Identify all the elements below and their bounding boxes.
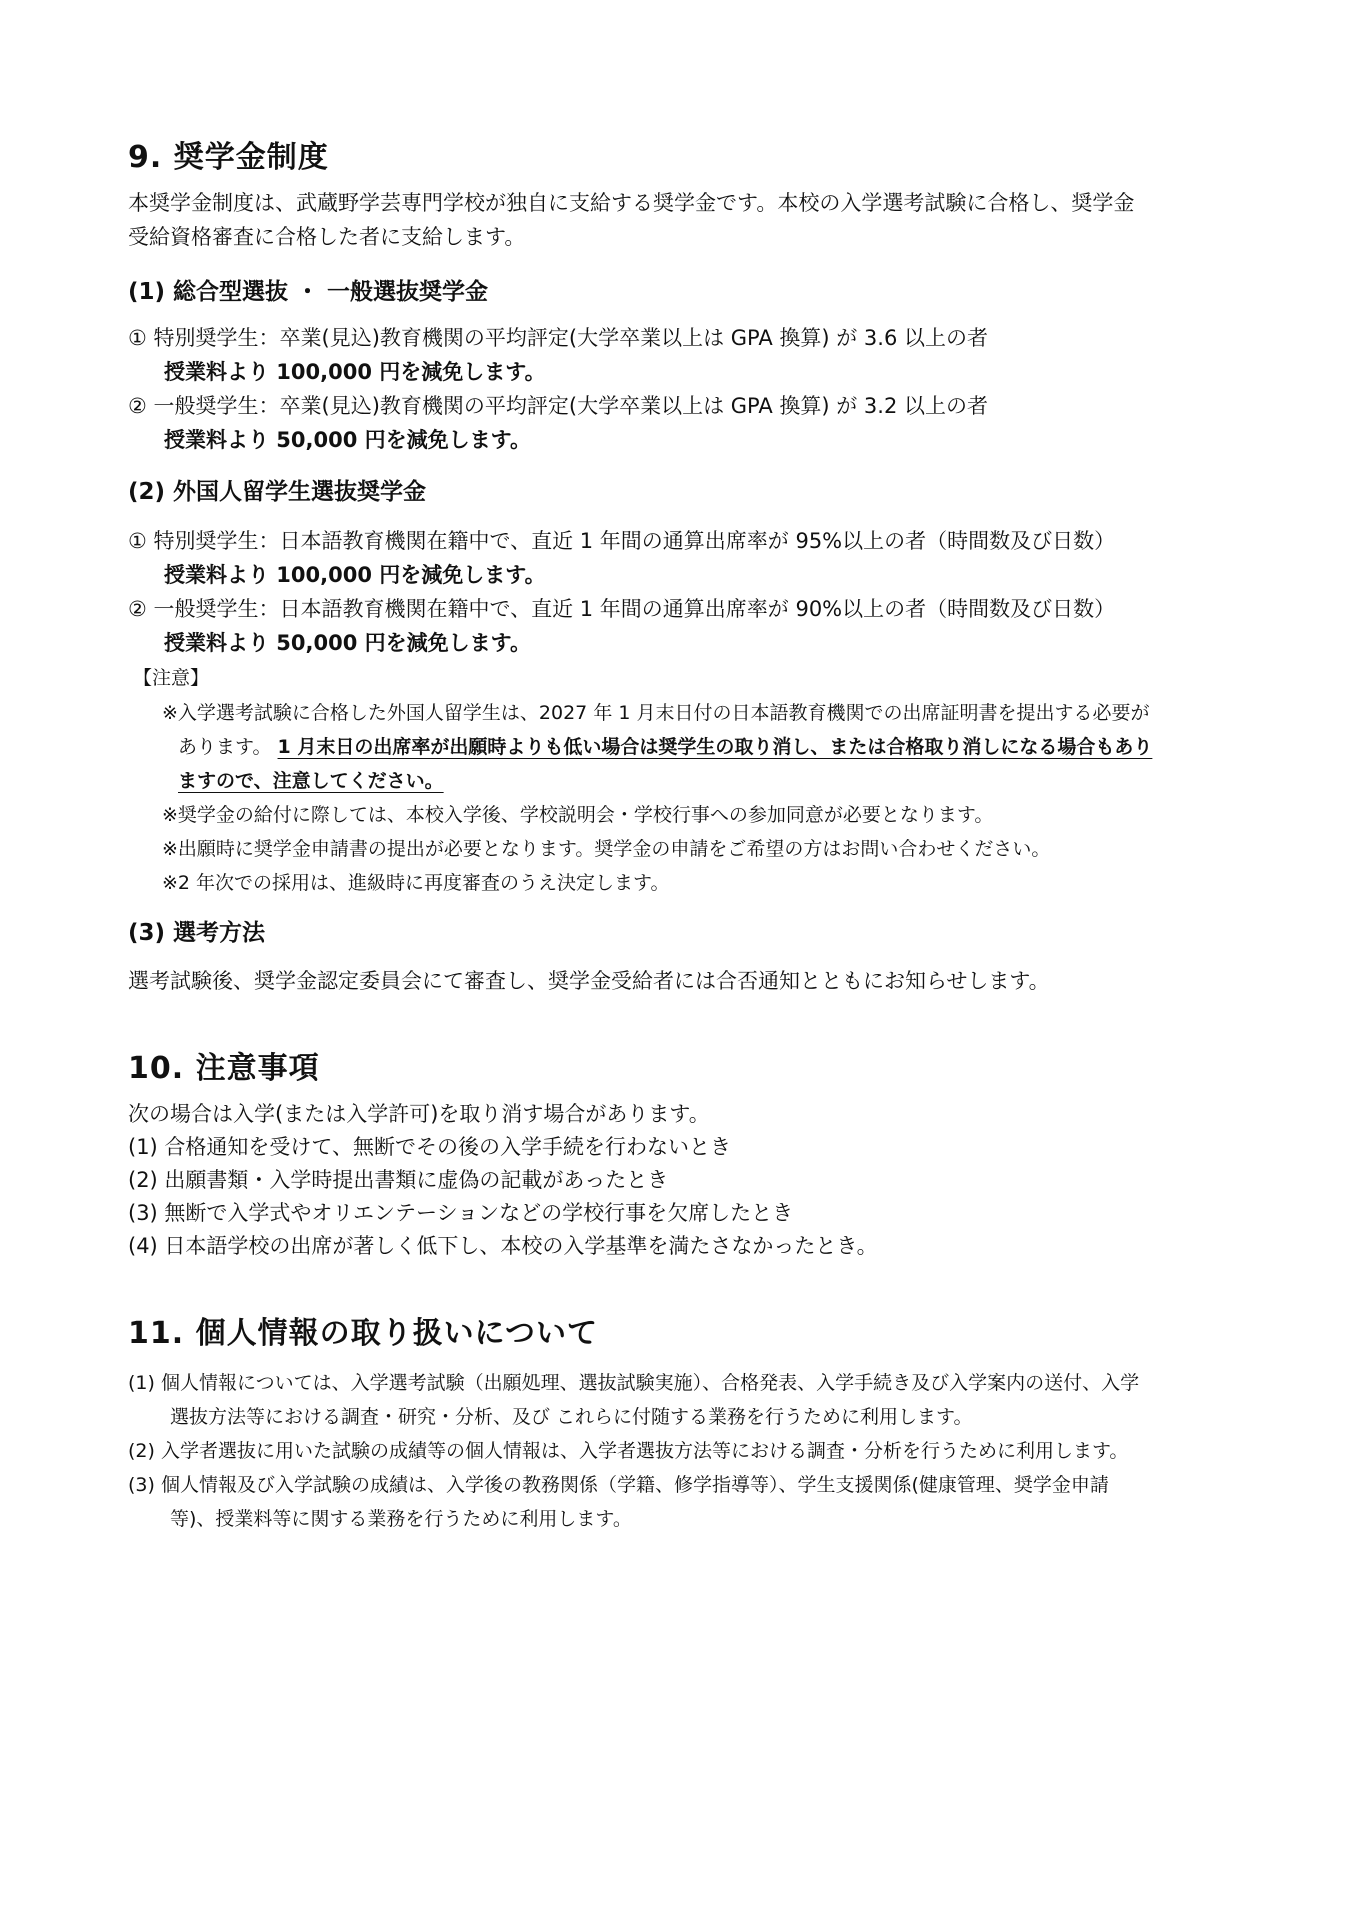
note-1-line2 (178, 732, 1152, 759)
section-11-title: 11. 個人情報の取り扱いについて (128, 1316, 598, 1351)
section-10-item-4: (4) 日本語学校の出席が著しく低下し、本校の入学基準を満たさなかったとき。 (128, 1234, 878, 1258)
subsection-2-title: (2) 外国人留学生選抜奨学金 (128, 479, 427, 505)
note-4: ※2 年次での採用は、進級時に再度審査のうえ決定します。 (162, 872, 670, 894)
subsection-3-title: (3) 選考方法 (128, 920, 266, 946)
section-11-item-2: (2) 入学者選抜に用いた試験の成績等の個人情報は、入学者選抜方法等における調査・分析を行うために利用します。 (128, 1440, 1129, 1462)
sub2-item1-line2: 授業料より 100,000 円を減免します。 (164, 563, 546, 587)
section-11-item-1-line2: 選抜方法等における調査・研究・分析、及び これらに付随する業務を行うために利用します。 (170, 1406, 973, 1428)
note-1-underlined-part1: 1 月末日の出席率が出願時よりも低い場合は奨学生の取り消し、または合格取り消しになる場合もあり (277, 736, 1153, 758)
section-9-intro-line1: 本奨学金制度は、武蔵野学芸専門学校が独自に支給する奨学金です。本校の入学選考試験に合格し、奨学金 (128, 191, 1135, 215)
section-10-title: 10. 注意事項 (128, 1051, 320, 1086)
section-9-intro-line2: 受給資格審査に合格した者に支給します。 (128, 225, 526, 249)
section-11-item-1-line1: (1) 個人情報については、入学選考試験（出願処理、選抜試験実施）、合格発表、入学手続き及び入学案内の送付、入学 (128, 1372, 1140, 1394)
sub1-item2-line1: ② 一般奨学生：卒業(見込)教育機関の平均評定(大学卒業以上は GPA 換算) が 3.2 以上の者 (128, 394, 989, 418)
section-10-intro: 次の場合は入学(または入学許可)を取り消す場合があります。 (128, 1102, 710, 1126)
note-1-line1: ※入学選考試験に合格した外国人留学生は、2027 年 1 月末日付の日本語教育機関での出席証明書を提出する必要が (162, 702, 1150, 724)
notes-label: 【注意】 (133, 667, 210, 689)
section-11-item-3-line2: 等)、授業料等に関する業務を行うために利用します。 (170, 1508, 632, 1530)
section-11-item-3-line1: (3) 個人情報及び入学試験の成績は、入学後の教務関係（学籍、修学指導等）、学生支援関係(健康管理、奨学金申請 (128, 1474, 1109, 1496)
note-2: ※奨学金の給付に際しては、本校入学後、学校説明会・学校行事への参加同意が必要となります。 (162, 804, 994, 826)
subsection-3-text: 選考試験後、奨学金認定委員会にて審査し、奨学金受給者には合否通知とともにお知らせします。 (128, 969, 1050, 993)
section-10-item-3: (3) 無断で入学式やオリエンテーションなどの学校行事を欠席したとき (128, 1201, 794, 1225)
section-9-title: 9. 奨学金制度 (128, 140, 329, 175)
section-10-item-1: (1) 合格通知を受けて、無断でその後の入学手続を行わないとき (128, 1135, 731, 1159)
sub2-item2-line1: ② 一般奨学生：日本語教育機関在籍中で、直近 1 年間の通算出席率が 90%以上の者（時間数及び日数） (128, 597, 1116, 621)
sub1-item1-line2: 授業料より 100,000 円を減免します。 (164, 360, 546, 384)
subsection-1-title: (1) 総合型選抜 ・ 一般選抜奨学金 (128, 279, 489, 305)
note-3: ※出願時に奨学金申請書の提出が必要となります。奨学金の申請をご希望の方はお問い合わせください。 (162, 838, 1051, 860)
note-1-plain: あります。 (178, 736, 272, 758)
section-10-item-2: (2) 出願書類・入学時提出書類に虚偽の記載があったとき (128, 1168, 669, 1192)
sub2-item1-line1: ① 特別奨学生：日本語教育機関在籍中で、直近 1 年間の通算出席率が 95%以上の者（時間数及び日数） (128, 529, 1116, 553)
sub1-item2-line2: 授業料より 50,000 円を減免します。 (164, 428, 531, 452)
sub1-item1-line1: ① 特別奨学生：卒業(見込)教育機関の平均評定(大学卒業以上は GPA 換算) が 3.6 以上の者 (128, 326, 989, 350)
note-1-underlined-part2: ますので、注意してください。 (178, 770, 444, 792)
sub2-item2-line2: 授業料より 50,000 円を減免します。 (164, 631, 531, 655)
